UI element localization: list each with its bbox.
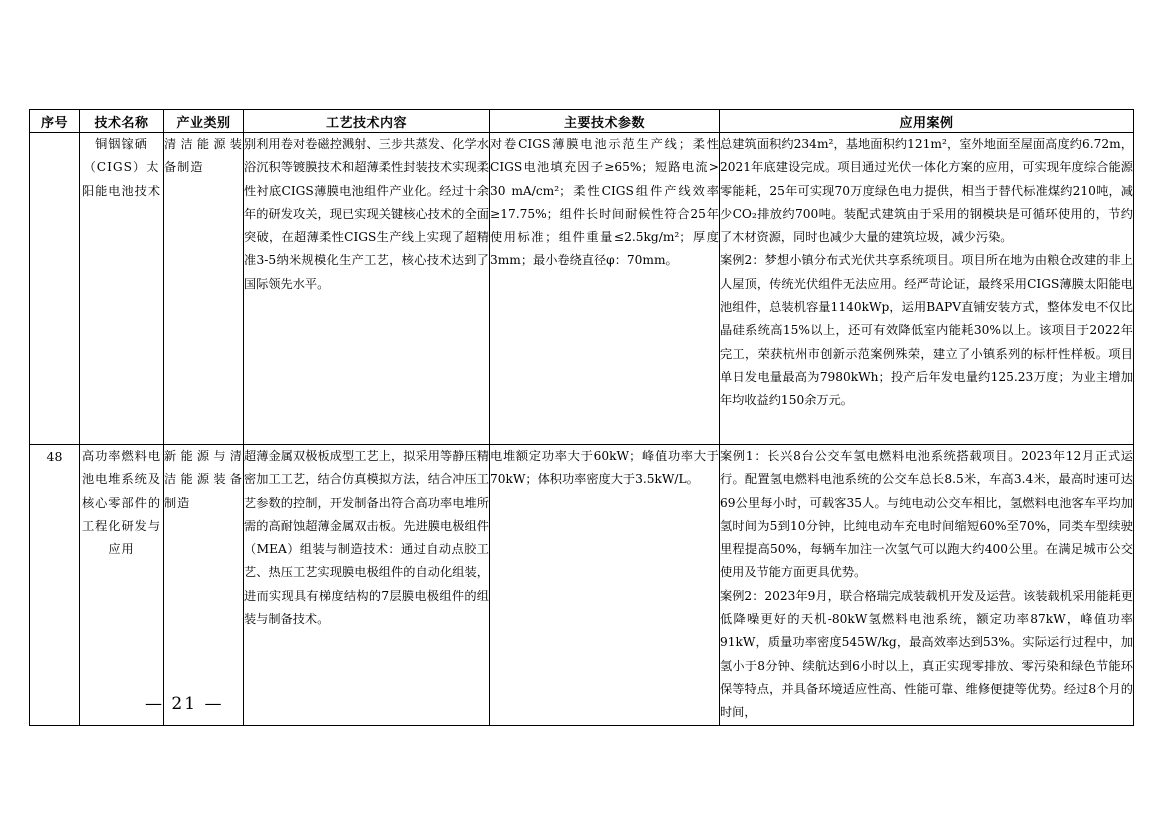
cell-process: 别利用卷对卷磁控溅射、三步共蒸发、化学水浴沉积等镀膜技术和超薄柔性封装技术实现柔性衬底CIGS薄膜电池组件产业化。经过十余年的研发攻关，现已实现关键核心技术的全面突破，在超薄柔性CIGS生产线上实现了超精准3-5纳米规模化生产工艺，核心技术达到了国际领先水平。: [244, 133, 490, 445]
header-category: 产业类别: [164, 110, 244, 133]
cell-category: 新能源与清洁能源装备制造: [164, 445, 244, 726]
cell-cases: [720, 133, 1134, 445]
cell-tech-name: 高功率燃料电池电堆系统及核心零部件的工程化研发与应用: [80, 445, 164, 726]
cell-index: [30, 133, 80, 445]
cell-params: 电堆额定功率大于60kW；峰值功率大于70kW；体积功率密度大于3.5kW/L。: [490, 445, 720, 726]
cell-tech-name: 铜铟镓硒（CIGS）太阳能电池技术: [80, 133, 164, 445]
cell-process: 超薄金属双极板成型工艺上，拟采用等静压精密加工工艺，结合仿真模拟方法，结合冲压工艺参数的控制，开发制备出符合高功率电堆所需的高耐蚀超薄金属双击板。先进膜电极组件（MEA）组装与制造技术：通过自动点胶工艺、热压工艺实现膜电极组件的自动化组装，进而实现具有梯度结构的7层膜电极组件的组装与制备技术。: [244, 445, 490, 726]
header-cases: 应用案例: [720, 110, 1134, 133]
header-tech-name: 技术名称: [80, 110, 164, 133]
cell-category: 清洁能源装备制造: [164, 133, 244, 445]
technology-table: [29, 109, 1134, 726]
page-number: — 21 —: [145, 694, 224, 714]
case-paragraph: 案例2：梦想小镇分布式光伏共享系统项目。项目所在地为由粮仓改建的非上人屋顶，传统光伏组件无法应用。经严苛论证，最终采用CIGS薄膜太阳能电池组件，总装机容量1140kWp，运用BAPV直铺安装方式，整体发电不仅比晶硅系统高15%以上，还可有效降低室内能耗30%以上。该项目于2022年完工，荣获杭州市创新示范案例殊荣，建立了小镇系列的标杆性样板。项目单日发电量最高为7980kWh；投产后年发电量约125.23万度；为业主增加年均收益约150余万元。: [720, 253, 1133, 408]
case-paragraph: 案例1：长兴8台公交车氢电燃料电池系统搭载项目。2023年12月正式运行。配置氢电燃料电池系统的公交车总长8.5米，车高3.4米，最高时速可达69公里每小时，可载客35人。与纯电动公交车相比，氢燃料电池客车平均加氢时间为5到10分钟，比纯电动车充电时间缩短60%至70%，同类车型续驶里程提高50%，每辆车加注一次氢气可以跑大约400公里。在满足城市公交使用及节能方面更具优势。: [720, 449, 1133, 580]
cell-cases: [720, 445, 1134, 726]
case-paragraph: 总建筑面积约234m²，基地面积约121m²，室外地面至屋面高度约6.72m，2021年底建设完成。项目通过光伏一体化方案的应用，可实现年度综合能源零能耗，25年可实现70万度绿色电力提供，相当于替代标准煤约210吨，减少CO₂排放约700吨。装配式建筑由于采用的钢模块是可循环使用的，节约了木材资源，同时也减少大量的建筑垃圾，减少污染。: [720, 137, 1133, 245]
cell-index: 48: [30, 445, 80, 726]
table-row: [30, 445, 1134, 726]
header-process: 工艺技术内容: [244, 110, 490, 133]
table-header-row: [30, 110, 1134, 133]
cell-params: 对卷CIGS薄膜电池示范生产线；柔性CIGS电池填充因子≥65%；短路电流> 30 mA/cm²；柔性CIGS组件产线效率≥17.75%；组件长时间耐候性符合25年使用标准；组件重量≤2.5kg/m²；厚度3mm；最小卷绕直径φ：70mm。: [490, 133, 720, 445]
header-params: 主要技术参数: [490, 110, 720, 133]
case-paragraph: 案例2：2023年9月，联合格瑞完成装载机开发及运营。该装载机采用能耗更低降噪更好的天机-80kW氢燃料电池系统，额定功率87kW，峰值功率91kW，质量功率密度545W/kg，最高效率达到53%。实际运行过程中，加氢小于8分钟、续航达到6小时以上，真正实现零排放、零污染和绿色节能环保等特点，并具备环境适应性高、性能可靠、维修便捷等优势。经过8个月的时间，: [720, 588, 1133, 720]
table-row: [30, 133, 1134, 445]
header-index: 序号: [30, 110, 80, 133]
